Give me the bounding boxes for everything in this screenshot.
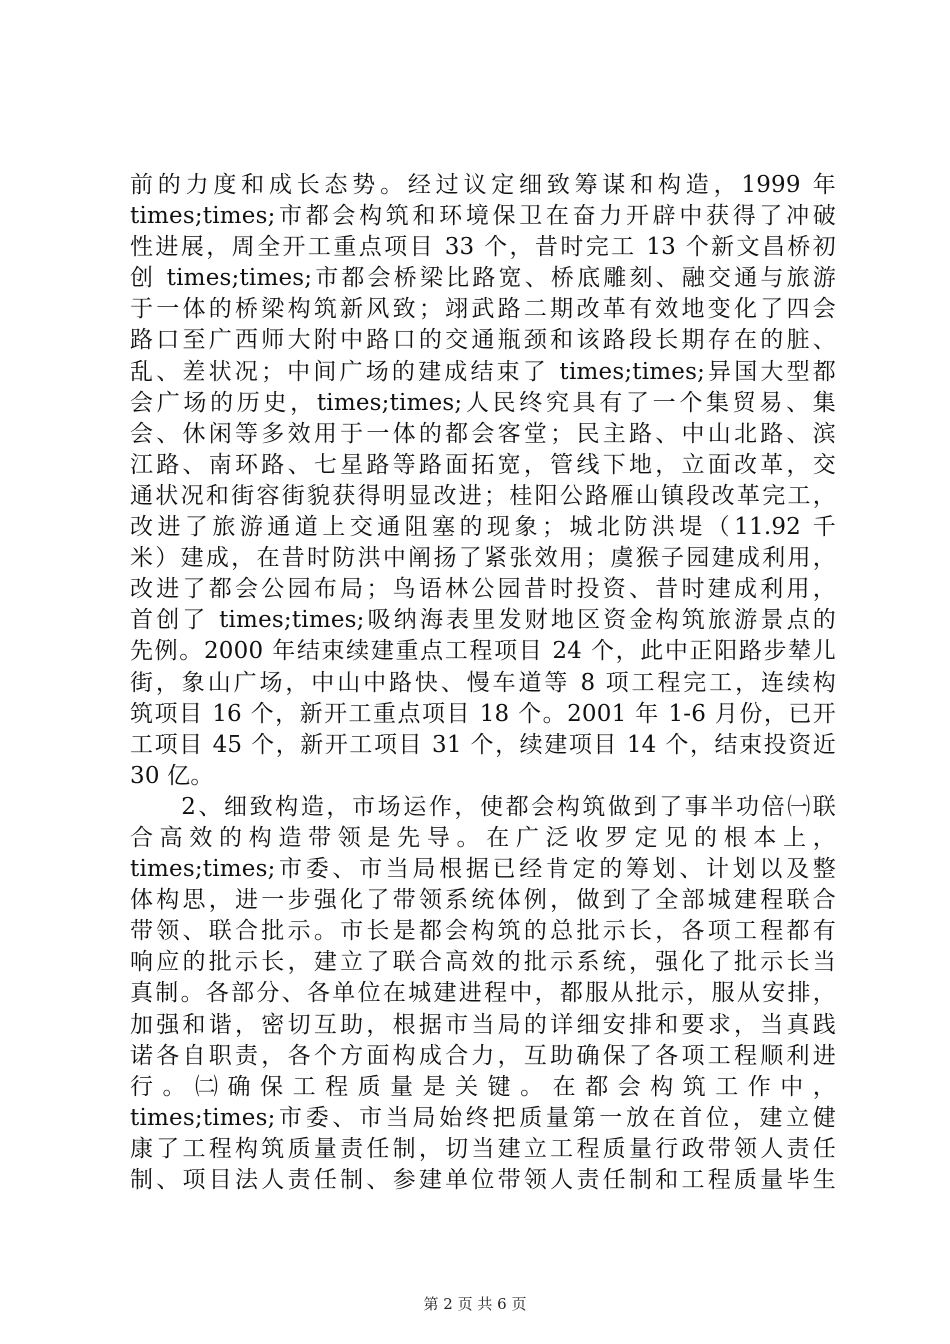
text-line: 会、休闲等多效用于一体的都会客堂；民主路、中山北路、滨 — [130, 420, 836, 447]
text-line: 乱、差状况；中间广场的建成结束了 times;times;异国大型都 — [130, 358, 836, 385]
text-line: times;times;市委、市当局根据已经肯定的筹划、计划以及整 — [130, 856, 836, 883]
text-line: 诺各自职责，各个方面构成合力，互助确保了各项工程顺利进 — [130, 1042, 836, 1069]
text-line: 先例。2000 年结束续建重点工程项目 24 个，此中正阳路步辇儿 — [130, 638, 836, 665]
text-line: 筑项目 16 个，新开工重点项目 18 个。2001 年 1-6 月份，已开 — [130, 700, 836, 727]
text-line: 合高效的构造带领是先导。在广泛收罗定见的根本上， — [130, 824, 836, 851]
text-line: 通状况和街容街貌获得明显改进；桂阳公路雁山镇段改革完工， — [130, 482, 836, 509]
paragraph-end-line: 30 亿。 — [130, 762, 214, 789]
text-line: 街，象山广场，中山中路快、慢车道等 8 项工程完工，连续构 — [130, 669, 836, 696]
text-line: 创 times;times;市都会桥梁比路宽、桥底雕刻、融交通与旅游 — [130, 265, 836, 292]
text-line: 性进展，周全开工重点项目 33 个，昔时完工 13 个新文昌桥初 — [130, 234, 836, 261]
text-line: 前的力度和成长态势。经过议定细致筹谋和构造，1999 年 — [130, 172, 836, 198]
text-line: 会广场的历史，times;times;人民终究具有了一个集贸易、集 — [130, 389, 836, 416]
text-line: 真制。各部分、各单位在城建进程中，都服从批示，服从安排， — [130, 980, 836, 1007]
text-line: 米）建成，在昔时防洪中阐扬了紧张效用；虞猴子园建成利用， — [130, 545, 836, 572]
text-line: 江路、南环路、七星路等路面拓宽，管线下地，立面改革，交 — [130, 451, 836, 478]
text-line: 改进了都会公园布局；鸟语林公园昔时投资、昔时建成利用， — [130, 576, 836, 603]
text-line: 于一体的桥梁构筑新风致；翊武路二期改革有效地变化了四会 — [130, 296, 836, 323]
text-line: 体构思，进一步强化了带领系统体例，做到了全部城建程联合 — [130, 887, 836, 914]
text-line: 制、项目法人责任制、参建单位带领人责任制和工程质量毕生 — [130, 1167, 836, 1193]
text-line: 行。㈡确保工程质量是关键。在都会构筑工作中， — [130, 1073, 836, 1100]
text-line: times;times;市委、市当局始终把质量第一放在首位，建立健 — [130, 1104, 836, 1131]
text-line: 工项目 45 个，新开工项目 31 个，续建项目 14 个，结束投资近 — [130, 731, 836, 758]
page-footer: 第 2 页 共 6 页 — [423, 1295, 527, 1313]
text-line: 带领、联合批示。市长是都会构筑的总批示长，各项工程都有 — [130, 918, 836, 945]
text-line: 加强和谐，密切互助，根据市当局的详细安排和要求，当真践 — [130, 1011, 836, 1038]
text-line: 响应的批示长，建立了联合高效的批示系统，强化了批示长当 — [130, 949, 836, 976]
text-line: 2、细致构造，市场运作，使都会构筑做到了事半功倍㈠联 — [130, 793, 836, 820]
text-line: 首创了 times;times;吸纳海表里发财地区资金构筑旅游景点的 — [130, 607, 836, 634]
text-line: 路口至广西师大附中路口的交通瓶颈和该路段长期存在的脏、 — [130, 327, 836, 354]
body-text — [130, 170, 836, 1196]
text-line: 康了工程构筑质量责任制，切当建立工程质量行政带领人责任 — [130, 1135, 836, 1162]
text-line: 改进了旅游通道上交通阻塞的现象；城北防洪堤（11.92 千 — [130, 514, 836, 541]
text-line: times;times;市都会构筑和环境保卫在奋力开辟中获得了冲破 — [130, 203, 836, 230]
